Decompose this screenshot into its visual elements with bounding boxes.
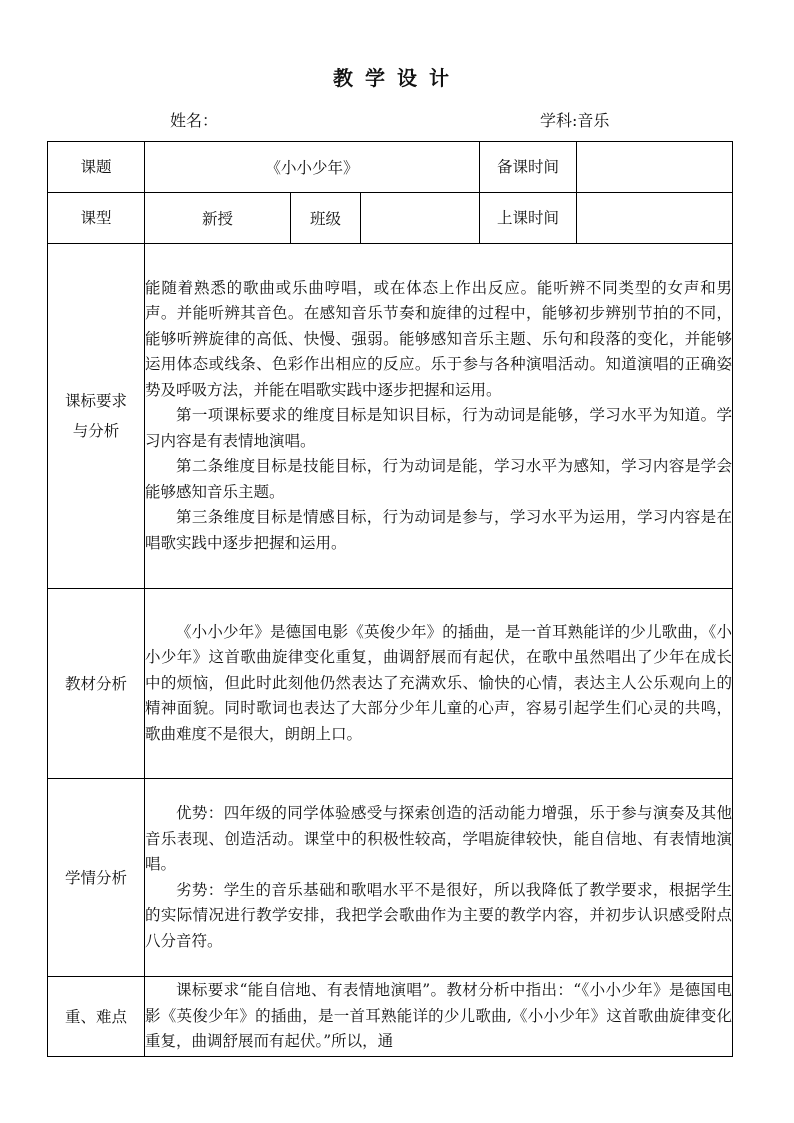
table-row-topic	[48, 142, 733, 193]
table-row-students	[48, 779, 733, 977]
students-label: 学情分析	[48, 779, 145, 977]
keypoints-paragraph-1: 课标要求“能自信地、有表情地演唱”。教材分析中指出：“《小小少年》是德国电影《英俊少年》的插曲，是一首耳熟能详的少儿歌曲,《小小少年》这首歌曲旋律变化重复，曲调舒展而有起伏。”所以，通	[145, 981, 733, 1051]
material-content	[145, 589, 733, 779]
prep-time-value	[577, 142, 733, 193]
lesson-plan-table	[47, 141, 733, 1057]
keypoints-content	[145, 977, 733, 1057]
topic-value: 《小小少年》	[145, 142, 480, 193]
prep-time-label: 备课时间	[480, 142, 577, 193]
requirements-paragraph-4: 第三条维度目标是情感目标，行为动词是参与，学习水平为运用，学习内容是在唱歌实践中逐步把握和运用。	[145, 508, 733, 552]
lesson-type-label: 课型	[48, 193, 145, 244]
students-content	[145, 779, 733, 977]
table-row-material	[48, 589, 733, 779]
class-value	[361, 193, 480, 244]
students-paragraph-2: 劣势：学生的音乐基础和歌唱水平不是很好，所以我降低了教学要求，根据学生的实际情况进行教学安排，我把学会歌曲作为主要的教学内容，并初步认识感受附点八分音符。	[145, 880, 733, 950]
material-label: 教材分析	[48, 589, 145, 779]
subject-label: 学科:音乐	[540, 111, 610, 130]
document-title: 教学设计	[333, 66, 461, 90]
table-row-keypoints	[48, 977, 733, 1057]
lesson-type-value: 新授	[145, 193, 291, 244]
teacher-name-label: 姓名：	[170, 111, 219, 130]
requirements-paragraph-1: 能随着熟悉的歌曲或乐曲哼唱，或在体态上作出反应。能听辨不同类型的女声和男声。并能听辨其音色。在感知音乐节奏和旋律的过程中，能够初步辨别节拍的不同，能够听辨旋律的高低、快慢、强弱。能够感知音乐主题、乐句和段落的变化，并能够运用体态或线条、色彩作出相应的反应。乐于参与各种演唱活动。知道演唱的正确姿势及呼吸方法，并能在唱歌实践中逐步把握和运用。	[145, 278, 733, 399]
table-row-lesson-type	[48, 193, 733, 244]
class-label: 班级	[291, 193, 361, 244]
requirements-paragraph-2: 第一项课标要求的维度目标是知识目标，行为动词是能够，学习水平为知道。学习内容是有表情地演唱。	[145, 406, 733, 450]
requirements-label-line2: 与分析	[72, 422, 120, 440]
requirements-content	[145, 244, 733, 589]
requirements-label	[48, 244, 145, 589]
teach-time-value	[577, 193, 733, 244]
students-paragraph-1: 优势：四年级的同学体验感受与探索创造的活动能力增强，乐于参与演奏及其他音乐表现、创造活动。课堂中的积极性较高，学唱旋律较快，能自信地、有表情地演唱。	[145, 804, 733, 873]
material-paragraph-1: 《小小少年》是德国电影《英俊少年》的插曲，是一首耳熟能详的少儿歌曲，《小小少年》这首歌曲旋律变化重复，曲调舒展而有起伏，在歌中虽然唱出了少年在成长中的烦恼，但此时此刻他仍然表达了充满欢乐、愉快的心情，表达主人公乐观向上的精神面貌。同时歌词也表达了大部分少年儿童的心声，容易引起学生们心灵的共鸣，歌曲难度不是很大，朗朗上口。	[145, 622, 733, 743]
table-row-requirements	[48, 244, 733, 589]
topic-label: 课题	[48, 142, 145, 193]
requirements-paragraph-3: 第二条维度目标是技能目标，行为动词是能，学习水平为感知，学习内容是学会能够感知音乐主题。	[145, 457, 733, 501]
keypoints-label: 重、难点	[48, 977, 145, 1057]
teach-time-label: 上课时间	[480, 193, 577, 244]
requirements-label-line1: 课标要求	[64, 392, 127, 410]
